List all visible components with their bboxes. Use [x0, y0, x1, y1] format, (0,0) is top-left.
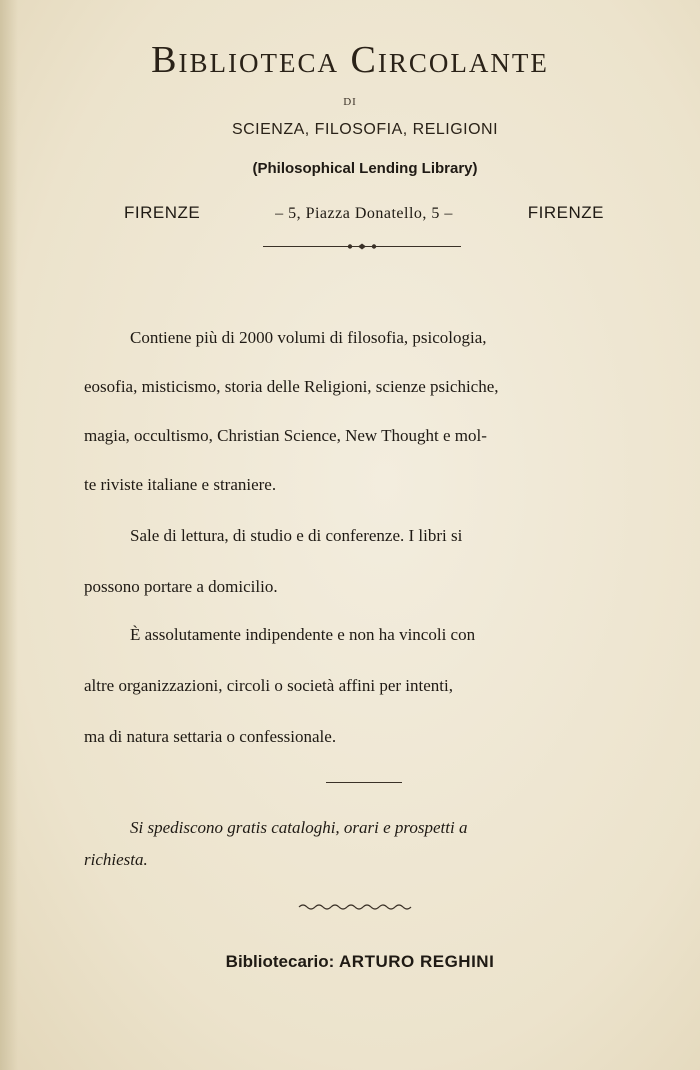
text-line: te riviste italiane e straniere.: [84, 475, 277, 494]
subtitle-english: (Philosophical Lending Library): [252, 160, 478, 177]
title-connector: DI: [343, 96, 357, 108]
address-city-right: FIRENZE: [527, 203, 604, 222]
paragraph-rooms: [84, 510, 644, 612]
text-line: possono portare a domicilio.: [84, 577, 278, 596]
text-line: Contiene più di 2000 volumi di filosofia, psicologia,: [130, 328, 487, 347]
text-line: magia, occultismo, Christian Science, New Thought e mol-: [84, 426, 487, 445]
librarian-credit: [0, 952, 700, 972]
text-line: È assolutamente indipendente e non ha vincoli con: [130, 625, 476, 644]
librarian-name: ARTURO REGHINI: [339, 952, 495, 971]
text-line: eosofia, misticismo, storia delle Religioni, scienze psichiche,: [84, 377, 499, 396]
page-title: Biblioteca Circolante: [151, 39, 549, 81]
paragraph-independence: [84, 609, 644, 762]
paragraph-catalogues: [84, 812, 644, 876]
paragraph-holdings: [84, 313, 644, 509]
text-line: richiesta.: [84, 850, 148, 869]
address-city-left: FIRENZE: [124, 203, 201, 222]
text-line: altre organizzazioni, circoli o società affini per intenti,: [84, 676, 453, 695]
address-line: [124, 203, 604, 223]
address-street: – 5, Piazza Donatello, 5 –: [275, 205, 453, 222]
text-line: ma di natura settaria o confessionale.: [84, 727, 337, 746]
divider-ornament: [340, 243, 384, 250]
text-line: Sale di lettura, di studio e di conferenze. I libri si: [130, 526, 463, 545]
subtitle: SCIENZA, FILOSOFIA, RELIGIONI: [231, 121, 499, 138]
wavy-ornament: [297, 902, 413, 912]
librarian-label: Bibliotecario:: [225, 952, 335, 971]
text-line: Si spediscono gratis cataloghi, orari e prospetti a: [130, 818, 468, 837]
section-divider: [326, 782, 402, 783]
